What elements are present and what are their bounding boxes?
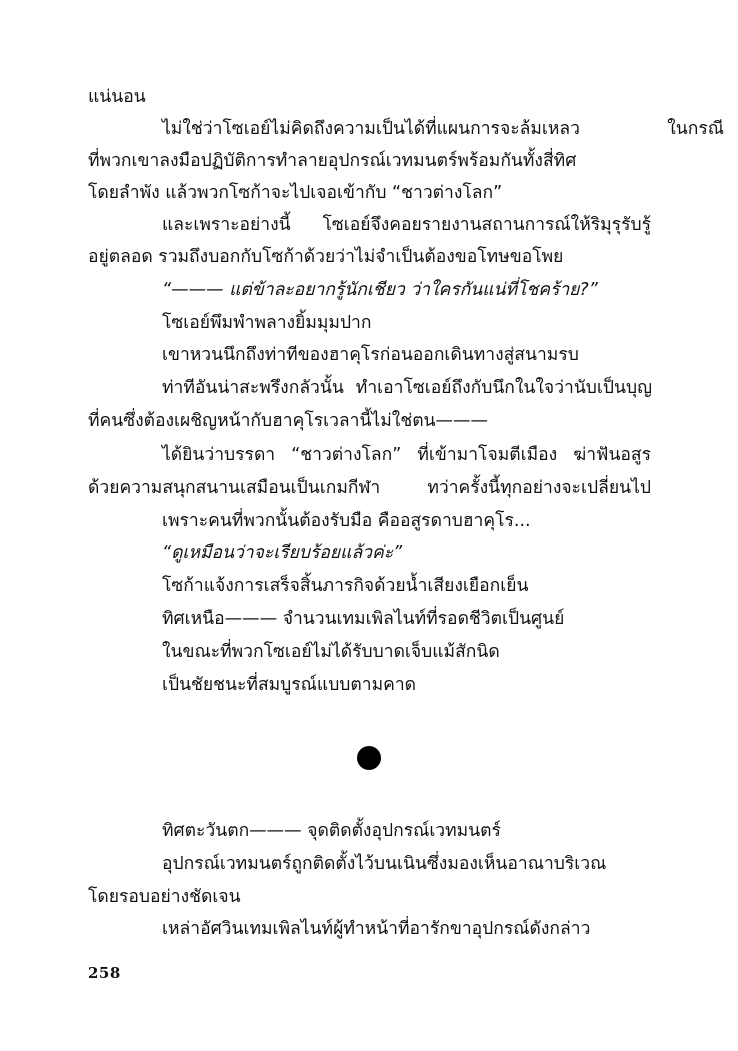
text-line: ได้ยินว่าบรรดา “ชาวต่างโลก” ที่เข้ามาโจมตีเมือง ฆ่าฟันอสูร xyxy=(162,445,651,465)
text-line: ในขณะที่พวกโซเอย์ไม่ได้รับบาดเจ็บแม้สักนิด xyxy=(162,642,500,662)
text-line: โซก้าแจ้งการเสร็จสิ้นภารกิจด้วยน้ำเสียงเยือกเย็น xyxy=(162,576,529,596)
text-line: อุปกรณ์เวทมนตร์ถูกติดตั้งไว้บนเนินซึ่งมองเห็นอาณาบริเวณ xyxy=(162,854,607,874)
text-line: โซเอย์พึมพำพลางยิ้มมุมปาก xyxy=(162,313,372,333)
text-line: เหล่าอัศวินเทมเพิลไนท์ผู้ทำหน้าที่อารักขาอุปกรณ์ดังกล่าว xyxy=(162,919,591,939)
page-number: 258 xyxy=(88,964,121,982)
text-line-italic: “ดูเหมือนว่าจะเรียบร้อยแล้วค่ะ” xyxy=(162,543,403,563)
section-break-dot xyxy=(357,746,381,770)
text-line: ไม่ใช่ว่าโซเอย์ไม่คิดถึงความเป็นได้ที่แผนการจะล้มเหลว ในกรณี xyxy=(162,119,724,139)
text-line: และเพราะอย่างนี้ โซเอย์จึงคอยรายงานสถานการณ์ให้ริมุรุรับรู้ xyxy=(162,215,651,235)
text-line-italic: “——— แต่ข้าละอยากรู้นักเชียว ว่าใครกันแน่ที่โชคร้าย?” xyxy=(162,280,598,300)
text-line: แน่นอน xyxy=(88,87,146,107)
text-line: ด้วยความสนุกสนานเสมือนเป็นเกมกีฬา ทว่าครั้งนี้ทุกอย่างจะเปลี่ยนไป xyxy=(88,478,651,498)
text-line: โดยลำพัง แล้วพวกโซก้าจะไปเจอเข้ากับ “ชาวต่างโลก” xyxy=(88,183,503,203)
text-line: เพราะคนที่พวกนั้นต้องรับมือ คืออสูรดาบฮาคุโร... xyxy=(162,511,531,531)
text-line: ทิศตะวันตก——— จุดติดตั้งอุปกรณ์เวทมนตร์ xyxy=(162,821,501,841)
text-line: ที่พวกเขาลงมือปฏิบัติการทำลายอุปกรณ์เวทมนตร์พร้อมกันทั้งสี่ทิศ xyxy=(88,151,577,171)
text-line: ทิศเหนือ——— จำนวนเทมเพิลไนท์ที่รอดชีวิตเป็นศูนย์ xyxy=(162,609,565,629)
text-line: โดยรอบอย่างชัดเจน xyxy=(88,887,241,907)
text-line: เขาหวนนึกถึงท่าทีของฮาคุโรก่อนออกเดินทางสู่สนามรบ xyxy=(162,345,579,365)
text-line: เป็นชัยชนะที่สมบูรณ์แบบตามคาด xyxy=(162,675,417,695)
text-line: ท่าทีอันน่าสะพรึงกลัวนั้น ทำเอาโซเอย์ถึงกับนึกในใจว่านับเป็นบุญ xyxy=(162,378,652,398)
text-line: ที่คนซึ่งต้องเผชิญหน้ากับฮาคุโรเวลานี้ไม่ใช่ตน——— xyxy=(88,411,489,431)
text-line: อยู่ตลอด รวมถึงบอกกับโซก้าด้วยว่าไม่จำเป็นต้องขอโทษขอโพย xyxy=(88,247,564,267)
